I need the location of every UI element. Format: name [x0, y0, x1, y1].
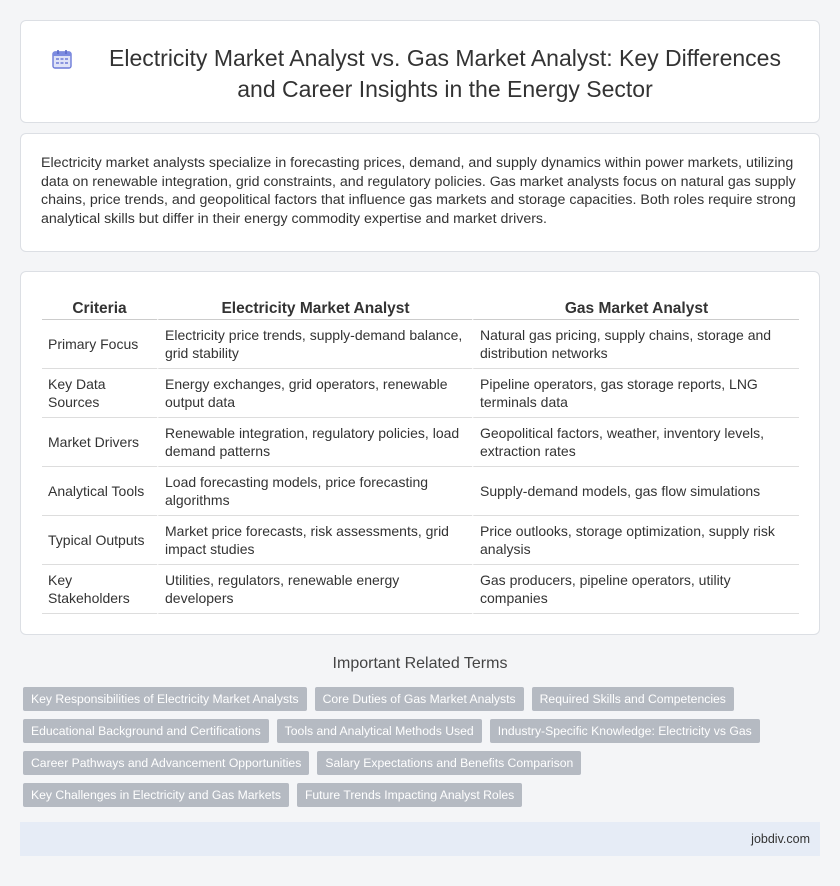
comparison-table	[42, 292, 799, 614]
header-card	[20, 20, 820, 123]
header-electricity: Electricity Market Analyst	[157, 292, 472, 320]
related-terms-tags	[23, 687, 823, 815]
electricity-cell: Renewable integration, regulatory policies, load demand patterns	[157, 418, 472, 467]
related-term-tag[interactable]: Tools and Analytical Methods Used	[277, 719, 482, 743]
table-header-row	[42, 292, 799, 320]
electricity-cell: Load forecasting models, price forecasting algorithms	[157, 467, 472, 516]
related-term-tag[interactable]: Salary Expectations and Benefits Comparison	[317, 751, 581, 775]
intro-paragraph: Electricity market analysts specialize in forecasting prices, demand, and supply dynamics within power markets, utilizing data on renewable integration, grid constraints, and regulatory policies. Gas market analysts focus on natural gas supply chains, price trends, and geopolitical factors that influence gas markets and storage capacities. Both roles require strong analytical skills but differ in their energy commodity expertise and market drivers.	[41, 155, 796, 227]
criteria-cell: Key Stakeholders	[42, 565, 157, 614]
footer	[20, 822, 820, 856]
intro-card	[20, 133, 820, 252]
comparison-table-card	[20, 271, 820, 635]
criteria-cell: Primary Focus	[42, 320, 157, 369]
related-term-tag[interactable]: Educational Background and Certifications	[23, 719, 269, 743]
tag-row	[23, 687, 823, 711]
gas-cell: Pipeline operators, gas storage reports, LNG terminals data	[472, 369, 799, 418]
table-row	[42, 369, 799, 418]
related-term-tag[interactable]: Required Skills and Competencies	[532, 687, 734, 711]
electricity-cell: Electricity price trends, supply-demand balance, grid stability	[157, 320, 472, 369]
electricity-cell: Market price forecasts, risk assessments, grid impact studies	[157, 516, 472, 565]
gas-cell: Natural gas pricing, supply chains, storage and distribution networks	[472, 320, 799, 369]
related-term-tag[interactable]: Industry-Specific Knowledge: Electricity vs Gas	[490, 719, 760, 743]
electricity-cell: Energy exchanges, grid operators, renewable output data	[157, 369, 472, 418]
related-term-tag[interactable]: Future Trends Impacting Analyst Roles	[297, 783, 522, 807]
table-row	[42, 516, 799, 565]
table-row	[42, 320, 799, 369]
related-term-tag[interactable]: Key Responsibilities of Electricity Market Analysts	[23, 687, 307, 711]
footer-site-link[interactable]: jobdiv.com	[751, 832, 810, 846]
related-term-tag[interactable]: Core Duties of Gas Market Analysts	[315, 687, 524, 711]
related-term-tag[interactable]: Key Challenges in Electricity and Gas Markets	[23, 783, 289, 807]
criteria-cell: Typical Outputs	[42, 516, 157, 565]
table-row	[42, 467, 799, 516]
gas-cell: Geopolitical factors, weather, inventory levels, extraction rates	[472, 418, 799, 467]
related-terms-heading: Important Related Terms	[332, 655, 508, 672]
related-term-tag[interactable]: Career Pathways and Advancement Opportunities	[23, 751, 309, 775]
criteria-cell: Market Drivers	[42, 418, 157, 467]
tag-row	[23, 751, 823, 775]
table-row	[42, 418, 799, 467]
electricity-cell: Utilities, regulators, renewable energy developers	[157, 565, 472, 614]
gas-cell: Gas producers, pipeline operators, utility companies	[472, 565, 799, 614]
tag-row	[23, 783, 823, 807]
header-criteria: Criteria	[42, 292, 157, 320]
header-gas: Gas Market Analyst	[472, 292, 799, 320]
table-row	[42, 565, 799, 614]
page-title: Electricity Market Analyst vs. Gas Market Analyst: Key Differences and Career Insights in the Energy Sector	[109, 45, 781, 102]
criteria-cell: Analytical Tools	[42, 467, 157, 516]
criteria-cell: Key Data Sources	[42, 369, 157, 418]
gas-cell: Price outlooks, storage optimization, supply risk analysis	[472, 516, 799, 565]
gas-cell: Supply-demand models, gas flow simulations	[472, 467, 799, 516]
tag-row	[23, 719, 823, 743]
